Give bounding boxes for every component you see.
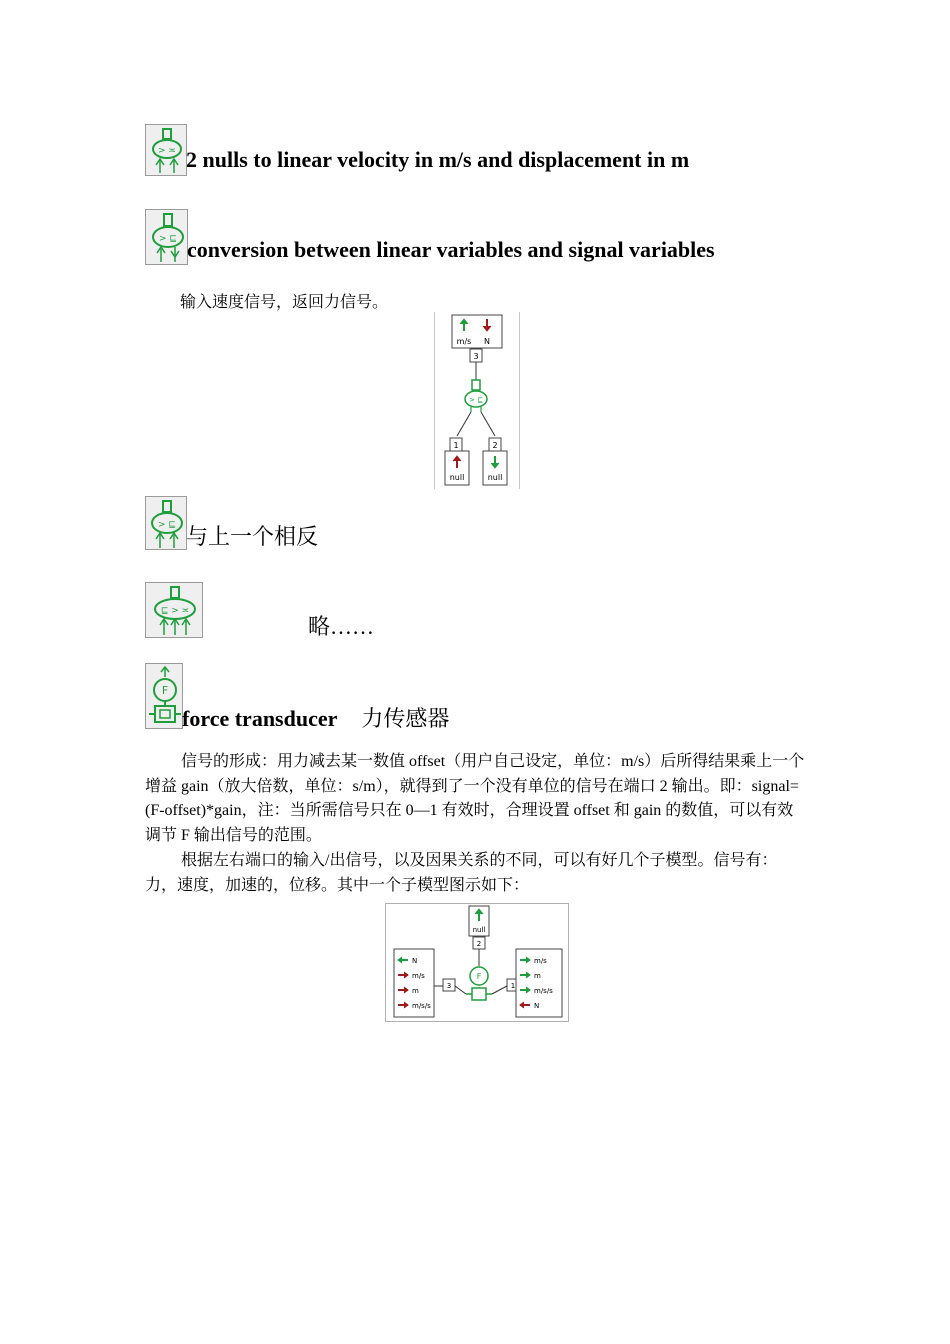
port-label-left: 1	[453, 441, 459, 450]
section-title-reverse: 与上一个相反	[186, 524, 319, 549]
conversion-model-diagram	[434, 312, 520, 489]
svg-text:⊑ > ≍: ⊑ > ≍	[160, 606, 190, 616]
force-transducer-icon	[145, 663, 183, 729]
svg-text:> ⊑: > ⊑	[158, 520, 176, 530]
left-unit-3: m/s/s	[412, 1002, 431, 1010]
force-transducer-title-zh: 力传感器	[361, 706, 450, 731]
left-unit-2: m	[412, 987, 419, 995]
nulls-to-velocity-icon	[145, 124, 187, 176]
top-null-label: null	[472, 926, 486, 934]
svg-text:> ≍: > ≍	[158, 146, 176, 156]
port-label-top: 3	[473, 352, 479, 361]
top-unit-n: N	[484, 337, 490, 346]
d2-port-right: 1	[510, 982, 516, 990]
force-transducer-paragraph-2: 根据左右端口的输入/出信号，以及因果关系的不同，可以有好几个子模型。信号有：力，速度，加速的，位移。其中一个子模型图示如下：	[145, 852, 778, 894]
section-title-conversion: conversion between linear variables and signal variables	[187, 237, 715, 262]
right-unit-3: N	[534, 1002, 540, 1010]
conversion-description: 输入速度信号，返回力信号。	[180, 294, 389, 311]
top-unit-ms: m/s	[456, 337, 472, 346]
left-null-label: null	[449, 473, 465, 482]
right-unit-2: m/s/s	[534, 987, 553, 995]
right-unit-1: m	[534, 972, 541, 980]
force-transducer-title-en: force transducer	[182, 706, 338, 731]
force-transducer-paragraph-1: 信号的形成：用力减去某一数值 offset（用户自己设定，单位：m/s）后所得结果乘上一个增益 gain（放大倍数，单位：s/m），就得到了一个没有单位的信号在端口 2 输出。即：signal=(F-offset)*gain，注：当所需信号只在 0—1 有效时，合理设置 offset 和 gain 的数值，可以有效调节 F 输出信号的范围。	[145, 753, 805, 844]
left-unit-0: N	[412, 957, 418, 965]
left-unit-1: m/s	[412, 972, 425, 980]
signal-conversion-reverse-icon	[145, 496, 187, 550]
signal-conversion-icon	[145, 209, 188, 265]
right-unit-0: m/s	[534, 957, 547, 965]
section-title-nulls: 2 nulls to linear velocity in m/s and displacement in m	[186, 147, 690, 172]
section-title-omitted: 略……	[308, 614, 375, 639]
signal-conversion-triple-icon	[145, 582, 203, 638]
right-null-label: null	[487, 473, 503, 482]
d2-center-letter: F	[476, 972, 482, 981]
force-transducer-model-diagram	[385, 903, 569, 1022]
d2-port-top: 2	[476, 940, 482, 948]
d2-port-left: 3	[446, 982, 452, 990]
port-label-right: 2	[492, 441, 498, 450]
svg-text:> ⊑: > ⊑	[469, 396, 483, 404]
svg-text:F: F	[161, 684, 169, 697]
section-title-force-transducer	[182, 702, 449, 733]
svg-text:> ⊑: > ⊑	[159, 234, 177, 244]
